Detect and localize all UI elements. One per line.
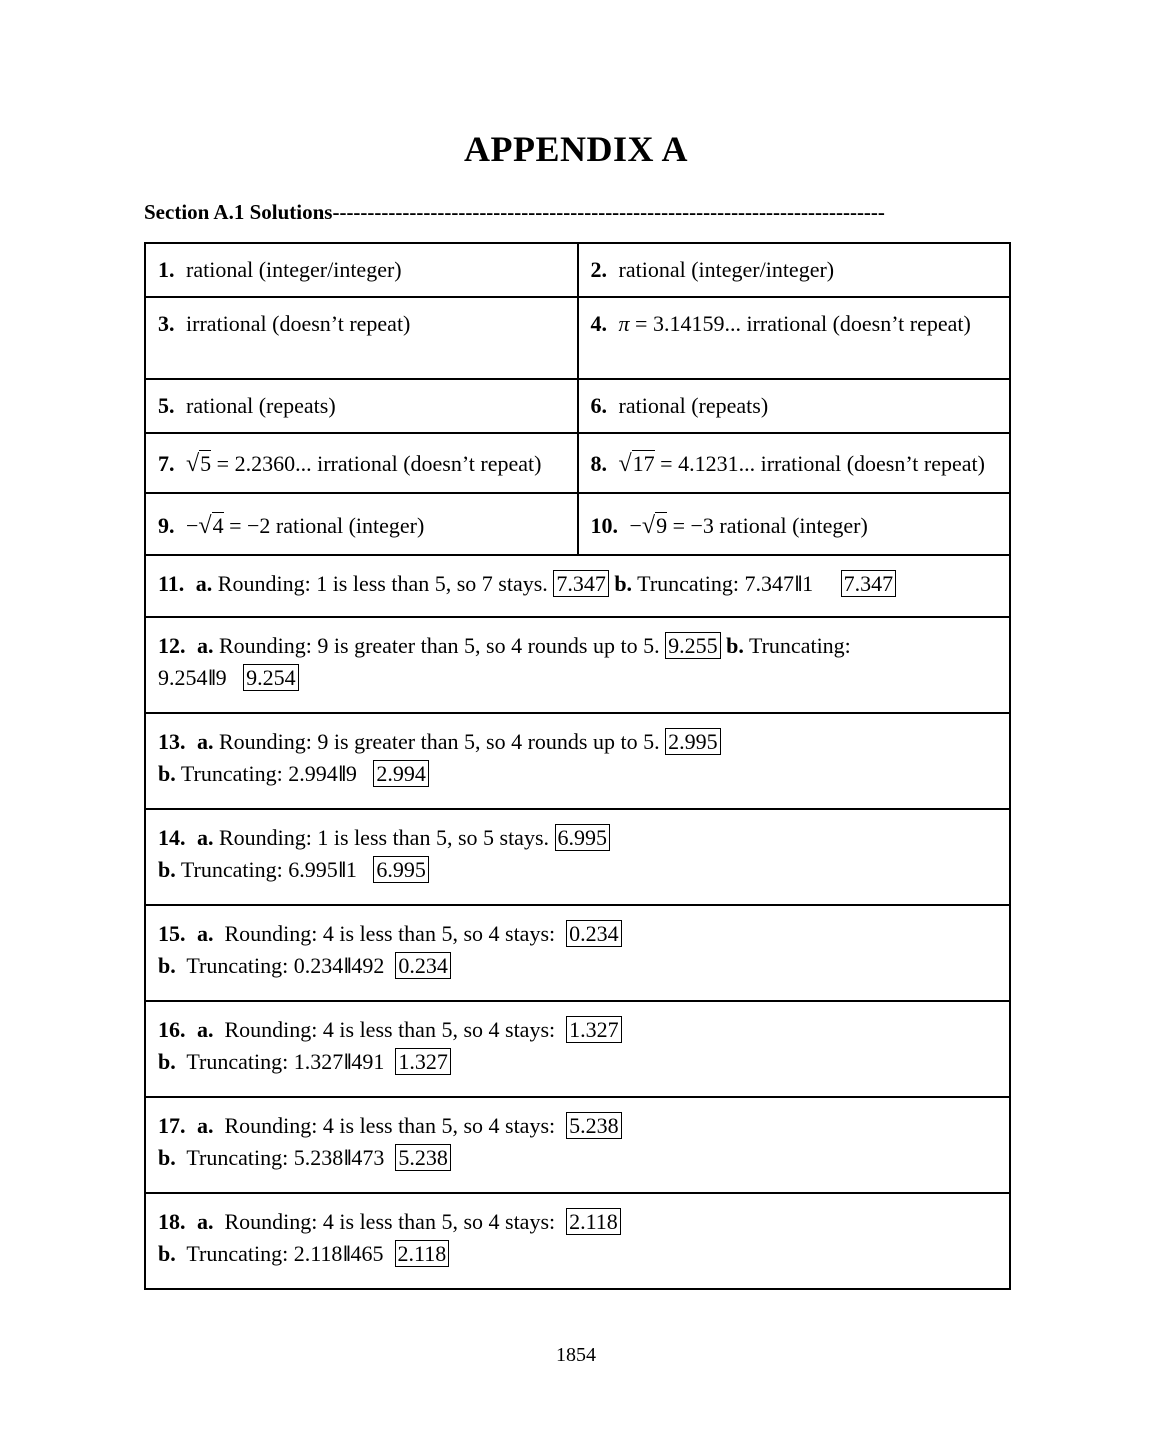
solution-cell	[145, 555, 1010, 617]
part-a-label: a.	[197, 729, 214, 754]
radicand: 5	[200, 451, 212, 476]
rounding-text: Rounding: 9 is greater than 5, so 4 rounds up to 5.	[219, 633, 660, 658]
rounded-answer: 6.995	[555, 824, 611, 851]
part-a-label: a.	[197, 1017, 214, 1042]
truncated-answer: 2.994	[373, 760, 429, 787]
solution-text: irrational (doesn’t repeat)	[186, 311, 411, 336]
solution-cell	[145, 1193, 1010, 1289]
solution-text: = 4.1231... irrational (doesn’t repeat)	[654, 451, 985, 476]
rounding-text: Rounding: 4 is less than 5, so 4 stays:	[224, 1113, 556, 1138]
truncation-bar: ‖	[344, 953, 349, 978]
solution-cell	[145, 379, 578, 433]
rounding-text: Rounding: 1 is less than 5, so 5 stays.	[219, 825, 550, 850]
pi-symbol: π	[618, 311, 630, 336]
table-row	[145, 713, 1010, 809]
table-row	[145, 1097, 1010, 1193]
truncating-text: Truncating: 6.995	[180, 857, 338, 882]
rounded-answer: 2.995	[665, 728, 721, 755]
page-number: 1854	[556, 1344, 596, 1366]
truncated-digits: 9	[215, 665, 227, 690]
truncation-bar: ‖	[344, 1049, 349, 1074]
rounded-answer: 0.234	[566, 920, 622, 947]
radicand: 4	[212, 513, 224, 538]
minus-sign: −	[186, 513, 199, 538]
solution-text: = −3 rational (integer)	[667, 513, 868, 538]
solution-cell	[145, 493, 578, 555]
solution-cell	[578, 379, 1011, 433]
truncated-answer: 7.347	[841, 570, 897, 597]
minus-sign: −	[629, 513, 642, 538]
problem-number: 7.	[158, 451, 175, 476]
solution-cell	[145, 617, 1010, 713]
part-a-label: a.	[197, 1113, 214, 1138]
truncated-digits: 9	[345, 761, 357, 786]
problem-number: 14.	[158, 825, 186, 850]
truncating-text: Truncating: 7.347	[637, 571, 795, 596]
problem-number: 15.	[158, 921, 186, 946]
problem-number: 12.	[158, 633, 186, 658]
solution-text: rational (repeats)	[618, 393, 769, 418]
solution-cell	[145, 905, 1010, 1001]
solution-cell	[145, 713, 1010, 809]
truncating-text: Truncating:	[748, 633, 851, 658]
truncated-answer: 6.995	[373, 856, 429, 883]
solution-cell	[145, 809, 1010, 905]
rounded-answer: 9.255	[665, 632, 721, 659]
truncation-bar: ‖	[208, 665, 213, 690]
rounding-text: Rounding: 4 is less than 5, so 4 stays:	[224, 1017, 556, 1042]
truncated-digits: 1	[345, 857, 357, 882]
table-row	[145, 617, 1010, 713]
problem-number: 9.	[158, 513, 175, 538]
problem-number: 17.	[158, 1113, 186, 1138]
solution-cell	[578, 243, 1011, 297]
problem-number: 13.	[158, 729, 186, 754]
rounded-answer: 5.238	[566, 1112, 622, 1139]
truncating-text: Truncating: 1.327	[186, 1049, 344, 1074]
solution-cell	[578, 493, 1011, 555]
table-row	[145, 433, 1010, 493]
solution-text: rational (integer/integer)	[186, 257, 402, 282]
section-heading: Section A.1 Solutions-------------------------------------------------------------------------------	[144, 200, 885, 224]
sqrt-symbol: √	[641, 513, 656, 539]
truncating-text: Truncating: 0.234	[186, 953, 344, 978]
solution-cell	[145, 433, 578, 493]
rounded-answer: 7.347	[553, 570, 609, 597]
solution-cell	[145, 297, 578, 379]
problem-number: 6.	[590, 393, 607, 418]
table-row	[145, 243, 1010, 297]
rounding-text: Rounding: 1 is less than 5, so 7 stays.	[217, 571, 548, 596]
sqrt-symbol: √	[198, 513, 212, 539]
problem-number: 3.	[158, 311, 175, 336]
table-row	[145, 905, 1010, 1001]
problem-number: 18.	[158, 1209, 186, 1234]
truncated-digits: 1	[802, 571, 814, 596]
table-row	[145, 1193, 1010, 1289]
sqrt-symbol: √	[618, 451, 632, 477]
truncation-bar: ‖	[795, 571, 800, 596]
part-b-label: b.	[158, 1241, 176, 1266]
part-a-label: a.	[197, 1209, 214, 1234]
part-b-label: b.	[614, 571, 633, 596]
solution-cell	[145, 1097, 1010, 1193]
truncated-answer: 5.238	[395, 1144, 451, 1171]
table-row	[145, 493, 1010, 555]
part-b-label: b.	[158, 1049, 176, 1074]
truncation-bar: ‖	[343, 1241, 348, 1266]
solution-cell	[578, 297, 1011, 379]
problem-number: 5.	[158, 393, 175, 418]
solution-cell	[578, 433, 1011, 493]
problem-number: 10.	[590, 513, 618, 538]
sqrt-symbol: √	[186, 451, 200, 477]
problem-number: 4.	[590, 311, 607, 336]
part-b-label: b.	[158, 1145, 176, 1170]
table-row	[145, 379, 1010, 433]
radicand: 9	[656, 513, 668, 538]
truncated-digits: 491	[351, 1049, 385, 1074]
truncated-digits: 465	[350, 1241, 384, 1266]
table-row	[145, 809, 1010, 905]
rounding-text: Rounding: 9 is greater than 5, so 4 rounds up to 5.	[219, 729, 660, 754]
part-b-label: b.	[158, 857, 176, 882]
solution-text: rational (repeats)	[186, 393, 336, 418]
part-b-label: b.	[158, 761, 176, 786]
radicand: 17	[632, 451, 655, 476]
problem-number: 2.	[590, 257, 607, 282]
truncating-text: Truncating: 2.994	[180, 761, 338, 786]
part-a-label: a.	[197, 633, 214, 658]
rounding-text: Rounding: 4 is less than 5, so 4 stays:	[224, 921, 556, 946]
solution-cell	[145, 1001, 1010, 1097]
part-a-label: a.	[197, 921, 214, 946]
solution-text: rational (integer/integer)	[618, 257, 835, 282]
solution-text: = −2 rational (integer)	[223, 513, 425, 538]
problem-number: 16.	[158, 1017, 186, 1042]
truncating-text: Truncating: 2.118	[186, 1241, 343, 1266]
table-row	[145, 555, 1010, 617]
truncated-kept: 9.254	[158, 665, 208, 690]
problem-number: 8.	[590, 451, 607, 476]
solution-text: = 2.2360... irrational (doesn’t repeat)	[211, 451, 542, 476]
truncated-answer: 9.254	[243, 664, 299, 691]
rounded-answer: 1.327	[566, 1016, 622, 1043]
table-row	[145, 297, 1010, 379]
truncated-digits: 492	[351, 953, 385, 978]
rounded-answer: 2.118	[566, 1208, 621, 1235]
part-a-label: a.	[195, 571, 213, 596]
truncating-text: Truncating: 5.238	[186, 1145, 344, 1170]
truncation-bar: ‖	[338, 761, 343, 786]
rounding-text: Rounding: 4 is less than 5, so 4 stays:	[224, 1209, 556, 1234]
part-b-label: b.	[158, 953, 176, 978]
solutions-table	[144, 242, 1011, 1290]
truncated-digits: 473	[351, 1145, 385, 1170]
truncated-answer: 2.118	[395, 1240, 450, 1267]
table-row	[145, 1001, 1010, 1097]
solution-text: = 3.14159... irrational (doesn’t repeat)	[629, 311, 971, 336]
problem-number: 1.	[158, 257, 175, 282]
part-a-label: a.	[197, 825, 214, 850]
page-title: APPENDIX A	[463, 129, 688, 169]
part-b-label: b.	[726, 633, 744, 658]
truncation-bar: ‖	[344, 1145, 349, 1170]
truncation-bar: ‖	[338, 857, 343, 882]
truncated-answer: 1.327	[395, 1048, 451, 1075]
problem-number: 11.	[158, 571, 185, 596]
solution-cell	[145, 243, 578, 297]
truncated-answer: 0.234	[395, 952, 451, 979]
